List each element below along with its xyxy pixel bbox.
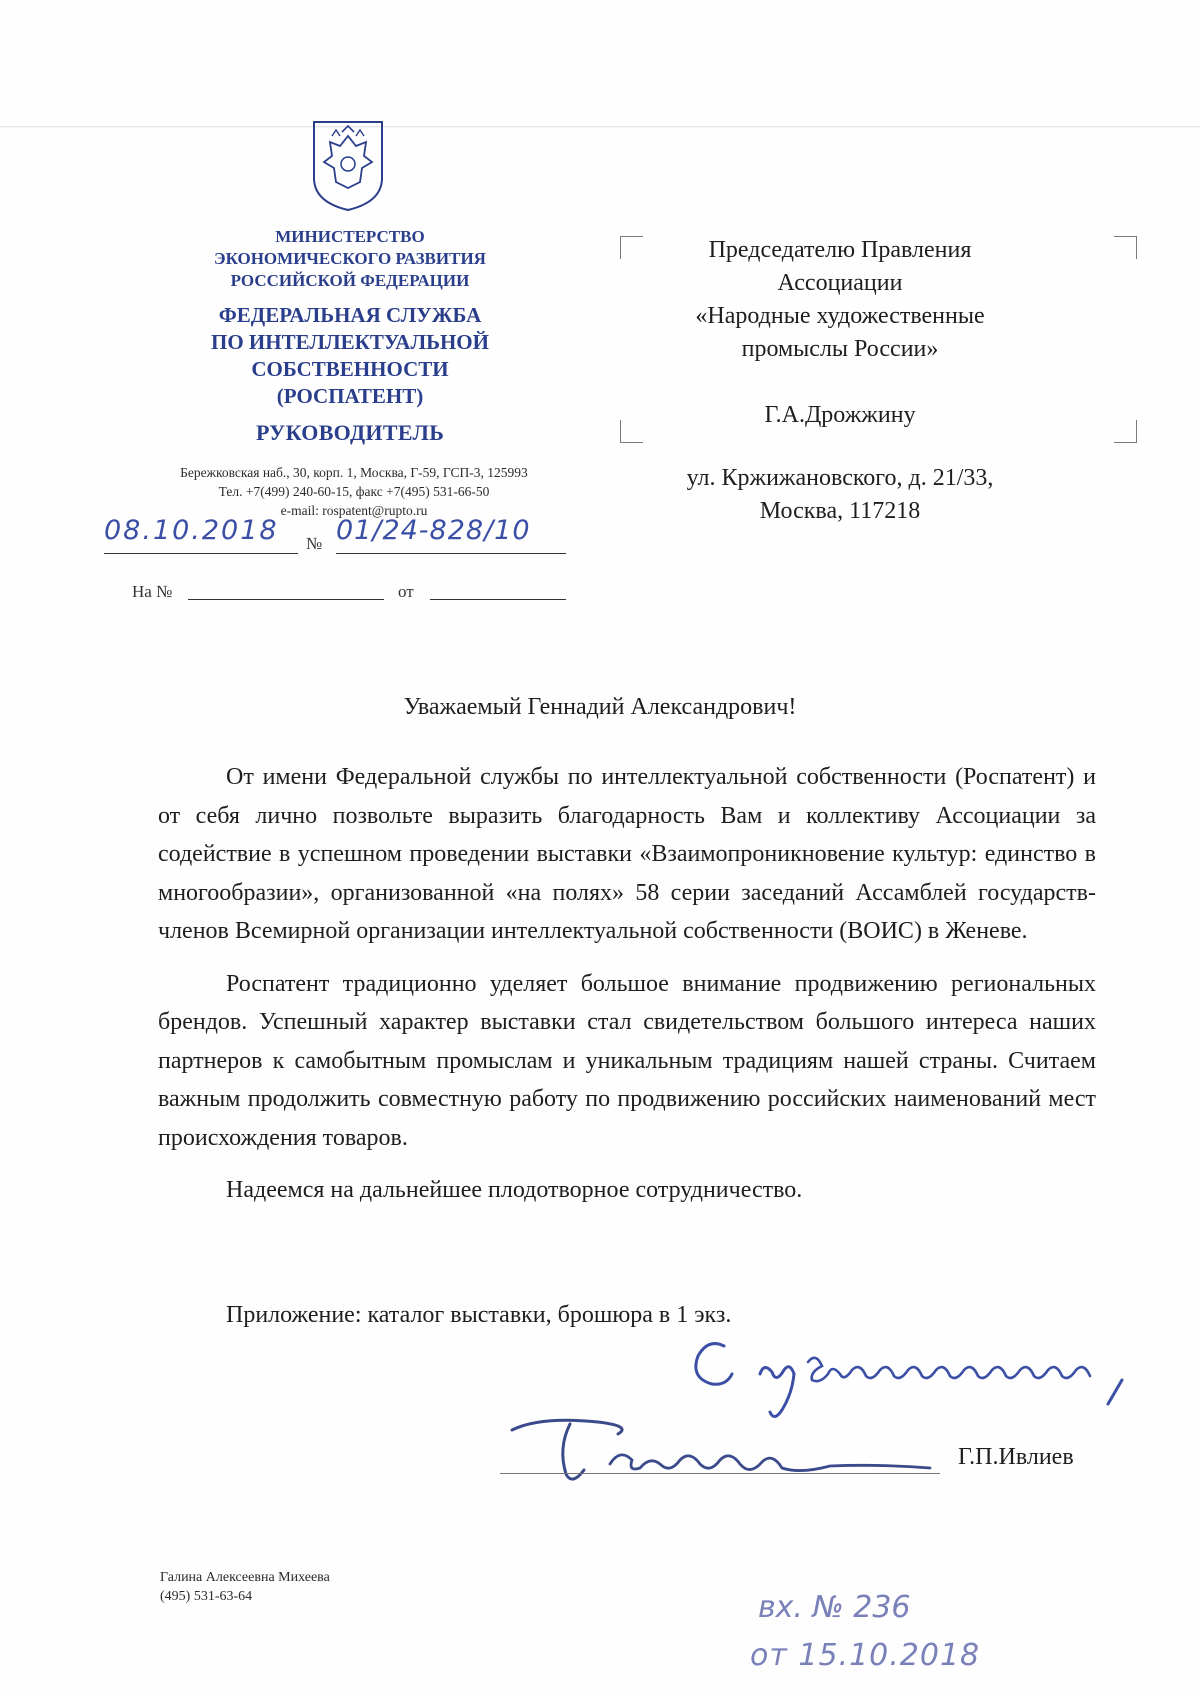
registration-number: 01/24-828/10 bbox=[336, 515, 531, 546]
addressee-line: Председателю Правления bbox=[708, 237, 972, 263]
contact-phone: Тел. +7(499) 240-60-15, факс +7(495) 531-66-50 bbox=[218, 484, 490, 499]
service-name bbox=[120, 302, 580, 410]
contact-email: e-mail: rospatent@rupto.ru bbox=[280, 503, 428, 518]
greeting: Уважаемый Геннадий Александрович! bbox=[403, 694, 797, 720]
paper-fold-line bbox=[0, 126, 1200, 128]
ministry-line: МИНИСТЕРСТВО bbox=[275, 227, 425, 246]
executor-name: Галина Алексеевна Михеева bbox=[160, 1570, 330, 1585]
incoming-date: от 15.10.2018 bbox=[750, 1638, 981, 1673]
signature-line bbox=[500, 1473, 940, 1474]
registration-date: 08.10.2018 bbox=[104, 515, 279, 546]
signer-name: Г.П.Ивлиев bbox=[958, 1444, 1074, 1470]
address-line: ул. Кржижановского, д. 21/33, bbox=[686, 465, 994, 491]
body-paragraph: От имени Федеральной службы по интеллектуальной собственности (Роспатент) и от себя лично позвольте выразить благодарность Вам и коллективу Ассоциации за содействие в успешном проведении выставки «Взаимопроникновение культур: единство в многообразии», организованной «на полях» 58 серии заседаний Ассамблей государств-членов Всемирной организации интеллектуальной собственности (ВОИС) в Женеве. bbox=[158, 764, 1096, 944]
addressee-address bbox=[630, 462, 1050, 528]
ministry-name bbox=[120, 226, 580, 292]
addressee-line: «Народные художественные bbox=[695, 303, 985, 329]
letter-body bbox=[158, 758, 1096, 1224]
ministry-line: РОССИЙСКОЙ ФЕДЕРАЦИИ bbox=[230, 271, 470, 290]
ministry-line: ЭКОНОМИЧЕСКОГО РАЗВИТИЯ bbox=[214, 249, 486, 268]
from-label: от bbox=[398, 582, 414, 601]
number-sign: № bbox=[306, 534, 323, 553]
letterhead-contacts bbox=[124, 463, 584, 520]
service-line: ПО ИНТЕЛЛЕКТУАЛЬНОЙ bbox=[211, 330, 489, 354]
service-line: (РОСПАТЕНТ) bbox=[276, 384, 424, 408]
addressee-line bbox=[630, 366, 1050, 399]
addressee-bracket bbox=[1114, 236, 1137, 259]
number-underline bbox=[336, 553, 566, 554]
addressee-line: промыслы России» bbox=[741, 336, 939, 362]
addressee-line: Ассоциации bbox=[777, 270, 903, 296]
reply-to-label: На № bbox=[132, 582, 173, 601]
body-paragraph: Надеемся на дальнейшее плодотворное сотрудничество. bbox=[226, 1177, 803, 1203]
executor-phone: (495) 531-63-64 bbox=[160, 1589, 253, 1604]
addressee-block bbox=[630, 234, 1050, 432]
incoming-number: вх. № 236 bbox=[758, 1590, 911, 1625]
appendix-note: Приложение: каталог выставки, брошюра в 1 экз. bbox=[226, 1302, 732, 1328]
coat-of-arms-icon bbox=[306, 116, 390, 214]
body-paragraph: Роспатент традиционно уделяет большое внимание продвижению региональных брендов. Успешный характер выставки стал свидетельством большого интереса наших партнеров к самобытным промыслам и уникальным традициям нашей страны. Считаем важным продолжить совместную работу по продвижению российских наименований мест происхождения товаров. bbox=[158, 970, 1096, 1151]
service-line: СОБСТВЕННОСТИ bbox=[251, 357, 449, 381]
from-underline bbox=[430, 599, 566, 600]
date-underline bbox=[104, 553, 298, 554]
handwritten-signature bbox=[500, 1408, 940, 1492]
position-title: РУКОВОДИТЕЛЬ bbox=[255, 420, 445, 445]
service-line: ФЕДЕРАЛЬНАЯ СЛУЖБА bbox=[218, 303, 482, 327]
reply-to-underline bbox=[188, 599, 384, 600]
contact-address: Бережковская наб., 30, корп. 1, Москва, Г-59, ГСП-3, 125993 bbox=[180, 465, 528, 480]
executor-info bbox=[160, 1568, 330, 1606]
addressee-bracket bbox=[1114, 420, 1137, 443]
address-line: Москва, 117218 bbox=[759, 498, 921, 524]
addressee-name: Г.А.Дрожжину bbox=[764, 402, 916, 428]
